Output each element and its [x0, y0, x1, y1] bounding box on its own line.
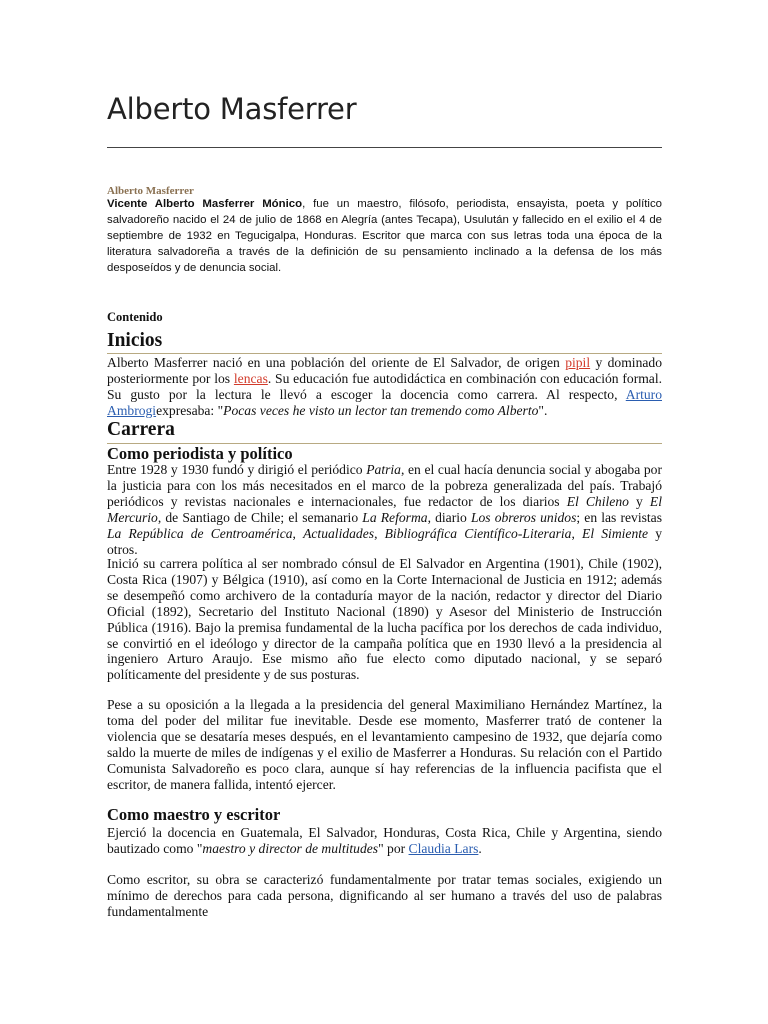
- carrera-paragraph-3: Pese a su oposición a la llegada a la presidencia del general Maximiliano Hernández Martínez, la toma del poder del militar fue inevitable. Desde ese momento, Masferrer trató de contener la violencia que se desataría meses después, en el levantamiento campesino de 1932, que dejaría como saldo la muerte de miles de indígenas y el exilio de Masferrer a Honduras. Su relación con el Partido Comunista Salvadoreño es poco clara, aunque sí hay referencias de la influencia pacifista que el escritor, de manera fallida, intentó ejercer.: [107, 697, 662, 792]
- link-pipil[interactable]: pipil: [565, 355, 591, 370]
- subheading-periodista: Como periodista y político: [107, 444, 293, 463]
- document-title: Alberto Masferrer: [107, 92, 357, 126]
- heading-carrera: Carrera: [107, 419, 175, 440]
- inicios-paragraph: Alberto Masferrer nació en una población del oriente de El Salvador, de origen pipil y dominado posteriormente por los lencas. Su educación fue autodidáctica en combinación con educación formal. Su gusto por la lectura le llevó a escoger la docencia como carrera. Al respecto, Arturo Ambrogiexpresaba: "Pocas veces he visto un lector tan tremendo como Alberto".: [107, 355, 663, 418]
- carrera-paragraph-1: Entre 1928 y 1930 fundó y dirigió el periódico Patria, en el cual hacía denuncia social y abogaba por la justicia para con los más necesitados en el marco de la pobreza generalizada del país. Trabajó periódicos y revistas nacionales e internacionales, fue redactor de los diarios El Chileno y El Mercurio, de Santiago de Chile; el semanario La Reforma, diario Los obreros unidos; en las revistas La República de Centroamérica, Actualidades, Bibliográfica Científico-Literaria, El Simiente y otros.: [107, 462, 663, 557]
- subheading-maestro: Como maestro y escritor: [107, 805, 281, 824]
- contents-label: Contenido: [107, 310, 163, 324]
- heading-divider: [107, 353, 662, 354]
- title-divider: [107, 147, 662, 148]
- intro-paragraph: Vicente Alberto Masferrer Mónico, fue un maestro, filósofo, periodista, ensayista, poeta y político salvadoreño nacido el 24 de julio de 1868 en Alegría (antes Tecapa), Usulután y fallecido en el exilio el 4 de septiembre de 1932 en Tegucigalpa, Honduras. Escritor que marca con sus letras toda una época de la literatura salvadoreña a través de la definición de su pensamiento inclinado a la defensa de los más desposeídos y de denuncia social.: [107, 198, 662, 274]
- full-name: Vicente Alberto Masferrer Mónico: [107, 198, 303, 210]
- maestro-paragraph-2: Como escritor, su obra se caracterizó fundamentalmente por tratar temas sociales, exigiendo un mínimo de derechos para cada persona, dignificando al ser humano a través del uso de palabras fundamentalmente: [107, 872, 662, 919]
- small-title: Alberto Masferrer: [107, 185, 194, 197]
- link-claudia-lars[interactable]: Claudia Lars: [408, 840, 479, 856]
- heading-inicios: Inicios: [107, 330, 163, 351]
- link-arturo-ambrogi[interactable]: Arturo Ambrogi: [107, 386, 662, 418]
- maestro-paragraph-1: Ejerció la docencia en Guatemala, El Salvador, Honduras, Costa Rica, Chile y Argentina, siendo bautizado como "maestro y director de multitudes" por Claudia Lars.: [107, 825, 662, 856]
- link-lencas[interactable]: lencas: [233, 370, 268, 386]
- carrera-paragraph-2: Inició su carrera política al ser nombrado cónsul de El Salvador en Argentina (1901), Chile (1902), Costa Rica (1907) y Bélgica (1910), así como en la Corte Internacional de Justicia en 1912; además se desempeñó como archivero de la contaduría mayor de la nación, redactor y director del Diario Oficial (1892), Secretario del Instituto Nacional (1890) y Asesor del Ministerio de Instrucción Pública (1916). Bajo la premisa fundamental de la lucha pacífica por los derechos de cada individuo, se convirtió en el ideólogo y director de la campaña política que en 1930 llevó a la presidencia al ingeniero Arturo Araujo. Ese mismo año fue electo como diputado nacional, y se separó políticamente del presidente y de sus posturas.: [107, 556, 662, 683]
